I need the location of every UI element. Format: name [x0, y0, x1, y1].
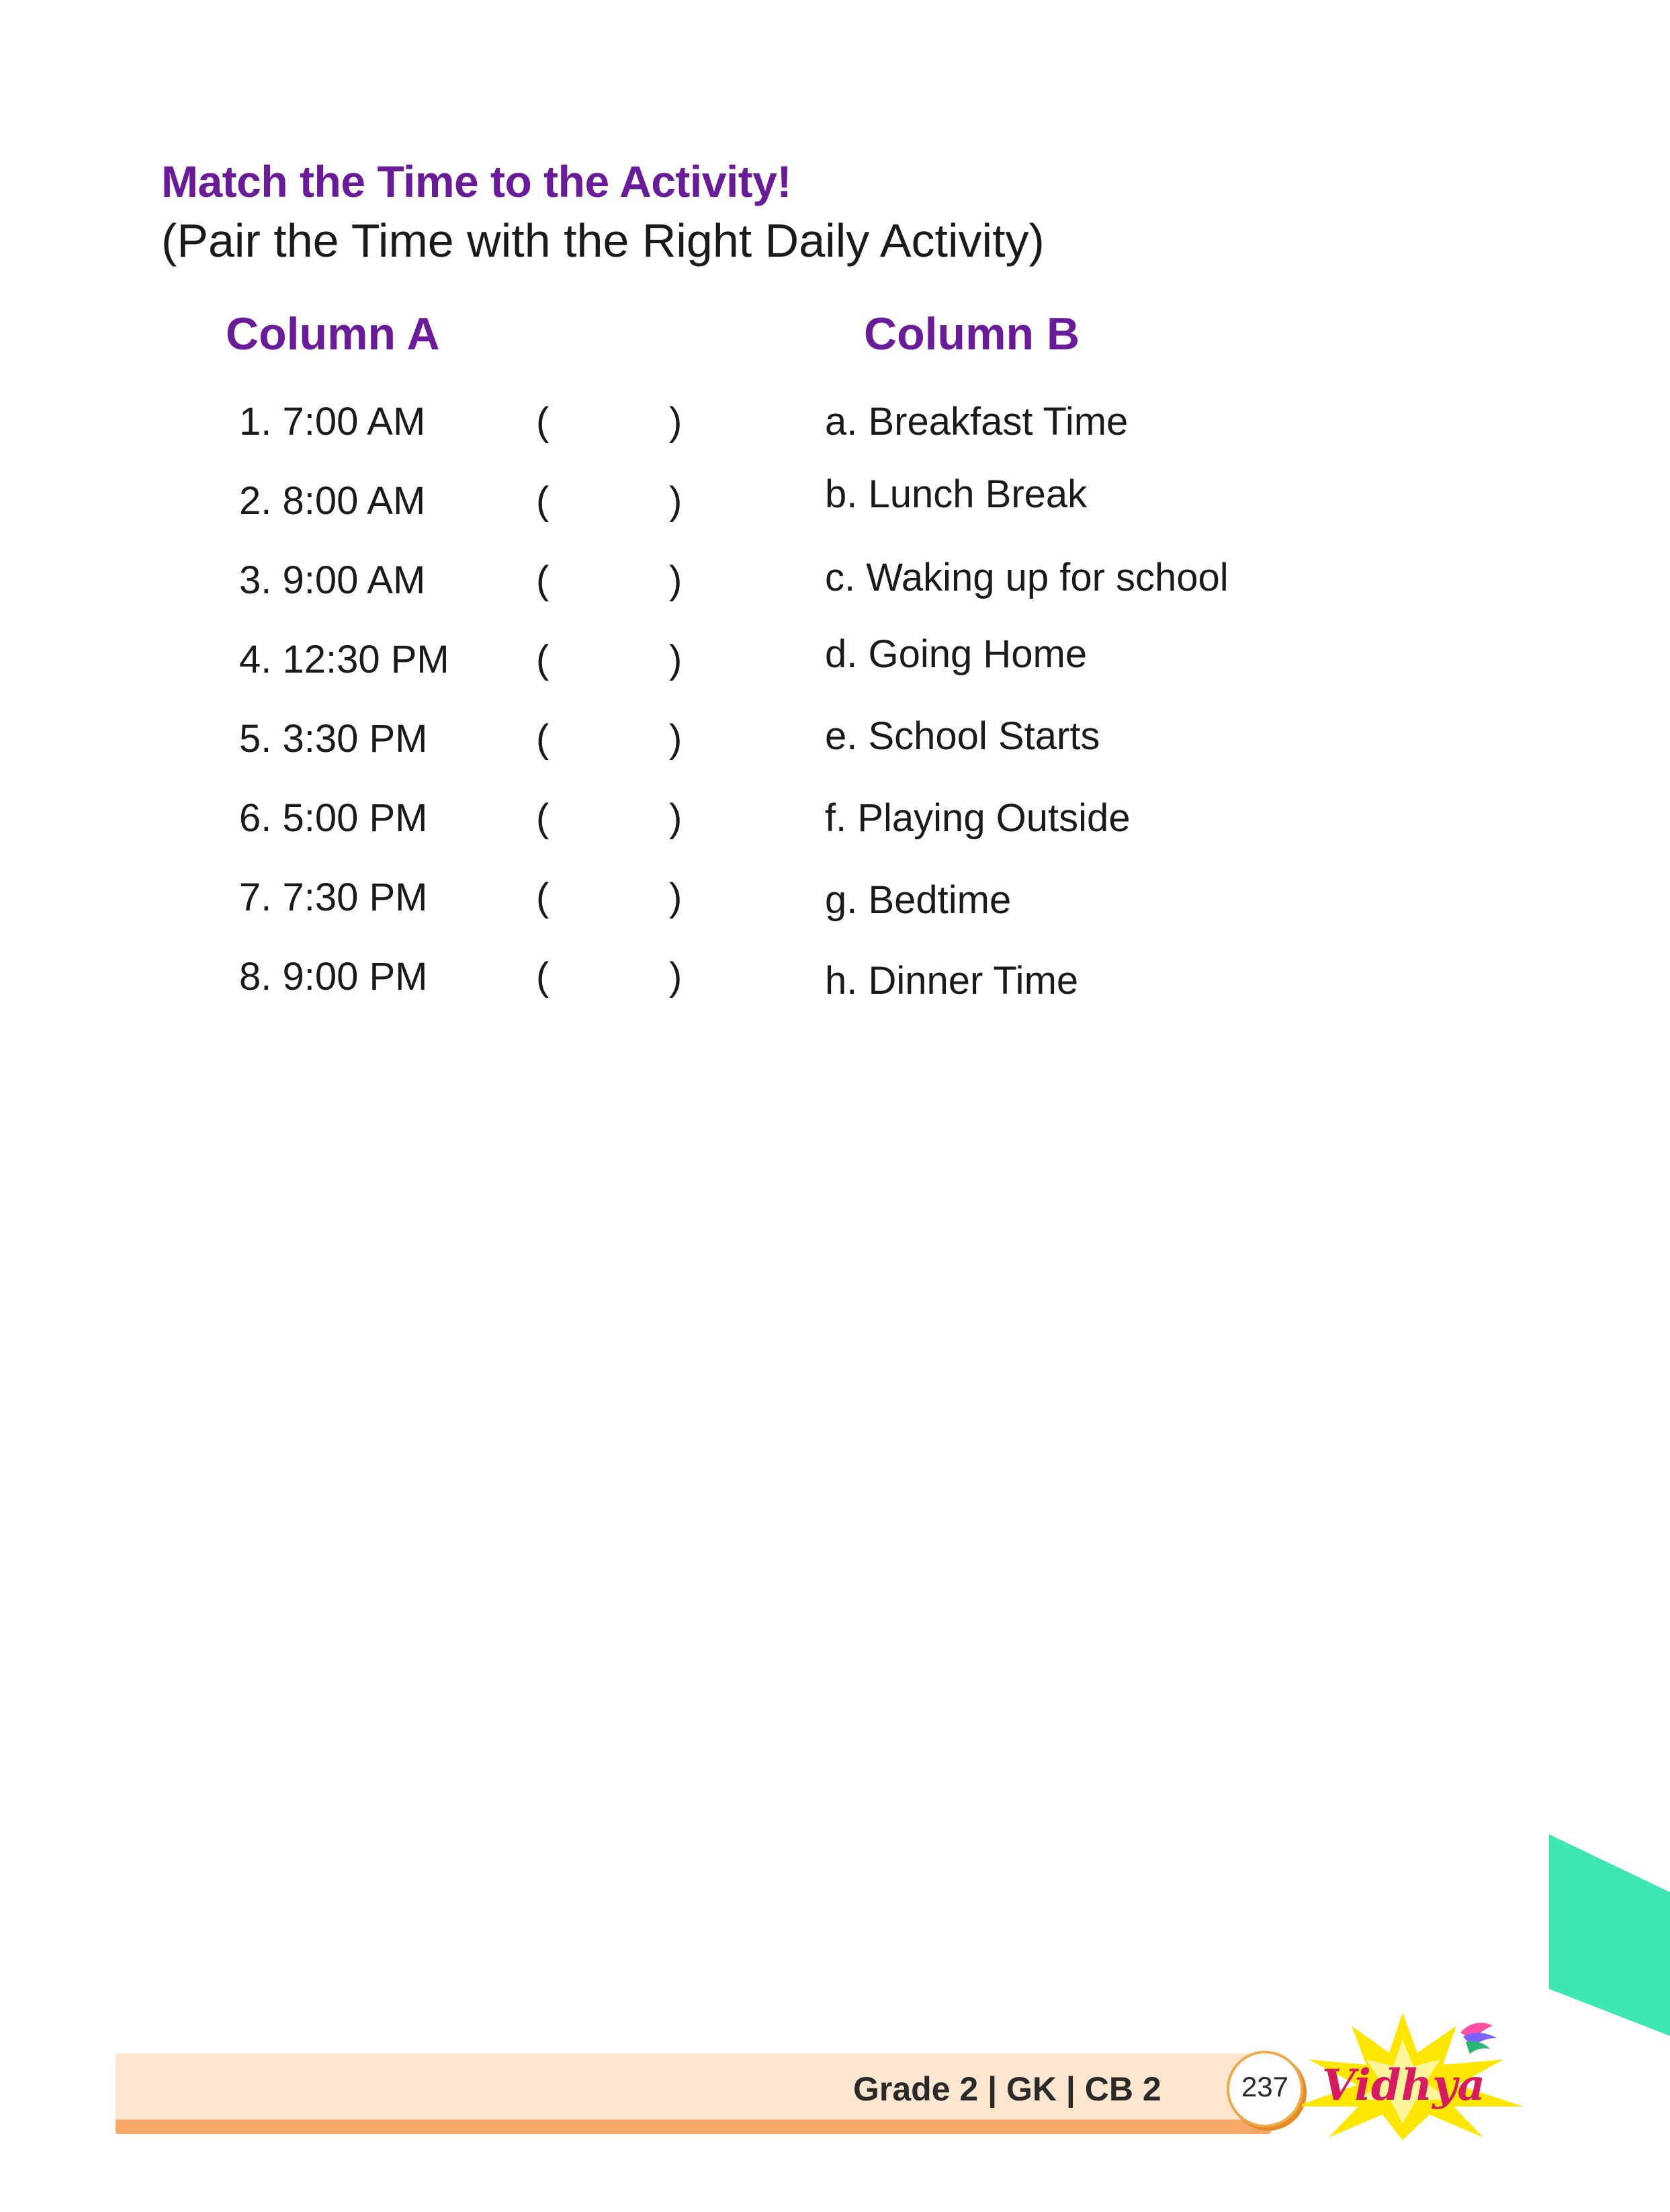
- answer-box-close: ): [669, 479, 683, 523]
- column-a-item: 3. 9:00 AM: [239, 558, 426, 602]
- column-b-item: a. Breakfast Time: [825, 400, 1129, 443]
- page-number: 237: [1241, 2071, 1289, 2102]
- column-b-item: c. Waking up for school: [825, 556, 1229, 599]
- answer-box-close: ): [669, 796, 683, 840]
- column-a-item: 6. 5:00 PM: [239, 796, 428, 840]
- column-b-item: h. Dinner Time: [825, 959, 1079, 1003]
- column-b-item: e. School Starts: [825, 714, 1100, 758]
- column-a-item: 7. 7:30 PM: [239, 876, 428, 919]
- column-b-item: f. Playing Outside: [825, 796, 1131, 840]
- answer-box-open[interactable]: (: [536, 955, 550, 998]
- column-a-item: 4. 12:30 PM: [239, 638, 449, 681]
- column-a-heading: Column A: [226, 308, 440, 359]
- answer-box-close: ): [669, 638, 683, 681]
- column-b-item: d. Going Home: [825, 632, 1088, 676]
- column-a-item: 1. 7:00 AM: [239, 400, 426, 443]
- column-b-heading: Column B: [864, 308, 1080, 359]
- answer-box-open[interactable]: (: [536, 638, 550, 681]
- answer-box-open[interactable]: (: [536, 558, 550, 602]
- answer-box-close: ): [669, 558, 683, 602]
- column-b-item: b. Lunch Break: [825, 472, 1088, 516]
- vidhya-logo: [1302, 2006, 1544, 2140]
- answer-box-open[interactable]: (: [536, 400, 550, 443]
- answer-box-close: ): [669, 717, 683, 761]
- answer-box-open[interactable]: (: [536, 876, 550, 919]
- column-b-item: g. Bedtime: [825, 878, 1012, 922]
- logo-wordmark: Vidhya: [1322, 2060, 1485, 2111]
- page-number-badge: [1227, 2051, 1303, 2127]
- answer-box-open[interactable]: (: [536, 796, 550, 840]
- answer-box-open[interactable]: (: [536, 479, 550, 523]
- footer-label: Grade 2 | GK | CB 2: [853, 2070, 1161, 2108]
- column-a-item: 5. 3:30 PM: [239, 717, 428, 761]
- column-a-item: 2. 8:00 AM: [239, 479, 426, 523]
- column-a-item: 8. 9:00 PM: [239, 955, 428, 998]
- page-title: Match the Time to the Activity!: [161, 157, 791, 206]
- green-corner-decoration: [1549, 1834, 1670, 2036]
- answer-box-close: ): [669, 876, 683, 919]
- answer-box-open[interactable]: (: [536, 717, 550, 761]
- page-subtitle: (Pair the Time with the Right Daily Activity): [161, 214, 1045, 267]
- bird-icon: [1460, 2023, 1497, 2054]
- answer-box-close: ): [669, 400, 683, 443]
- answer-box-close: ): [669, 955, 683, 998]
